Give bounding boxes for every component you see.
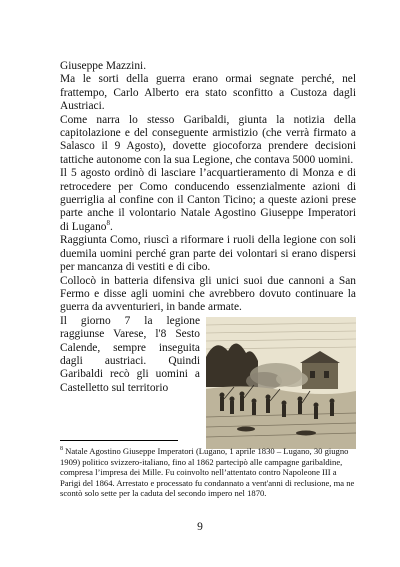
paragraph-text: Il 5 agosto ordinò di lasciare l’acquartieramento di Monza e di retrocedere per Como conducendo essenzialmente azioni di guerriglia al confine con il Canton Ticino; a queste azioni prese parte anche il volontario Natale Agostino Giuseppe Imperatori di Lugano [60, 167, 356, 233]
footnote-reference[interactable]: 8 [106, 219, 111, 228]
footnote [60, 446, 356, 499]
paragraph: Come narra lo stesso Garibaldi, giunta la notizia della capitolazione e del conseguente armistizio (che verrà firmato a Salasco il 9 Agosto), dovette giocoforza prendere decisioni tattiche autonome con la sua Legione, che contava 5000 uomini. [60, 113, 356, 166]
footnote-text: Natale Agostino Giuseppe Imperatori (Lugano, 1 aprile 1830 – Lugano, 30 giugno 1909) politico svizzero-italiano, fino al 1862 partecipò alle campagne garibaldine, compresa l’impresa dei Mille. Fu coinvolto nell’attentato contro Napoleone III a Parigi del 1864. Arrestato e processato fu condannato a vent'anni di reclusione, ma ne scontò solo sette per la caduta del secondo impero nel 1870. [60, 446, 355, 499]
body-text [60, 60, 356, 451]
paragraph: Giuseppe Mazzini. [60, 60, 147, 72]
paragraph [60, 167, 356, 234]
battle-engraving-image [206, 317, 356, 449]
paragraph: Raggiunta Como, riuscì a riformare i ruoli della legione con soli duemila uomini perché gran parte dei volontari si erano dispersi per mancanza di vestiti e di cibo. [60, 234, 356, 274]
footnote-separator [60, 440, 178, 441]
paragraph: Ma le sorti della guerra erano ormai segnate perché, nel frattempo, Carlo Alberto era stato sconfitto a Custoza dagli Austriaci. [60, 73, 356, 113]
paragraph: Il giorno 7 la legione raggiunse Varese, l'8 Sesto Calende, sempre inseguita dagli austriaci. Quindi Garibaldi recò gli uomini a Castelletto sul territorio [60, 314, 200, 394]
page-number: 9 [197, 521, 203, 533]
paragraph-end: . [110, 220, 113, 233]
footnote-number: 8 [60, 446, 63, 453]
paragraph [60, 275, 356, 315]
paragraph-text: Collocò in batteria difensiva gli unici suoi due cannoni a San Fermo e disse agli uomini che avrebbero dovuto continuare la guerra da avventurieri, in bande armate. [60, 274, 356, 314]
battle-illustration [206, 317, 356, 449]
